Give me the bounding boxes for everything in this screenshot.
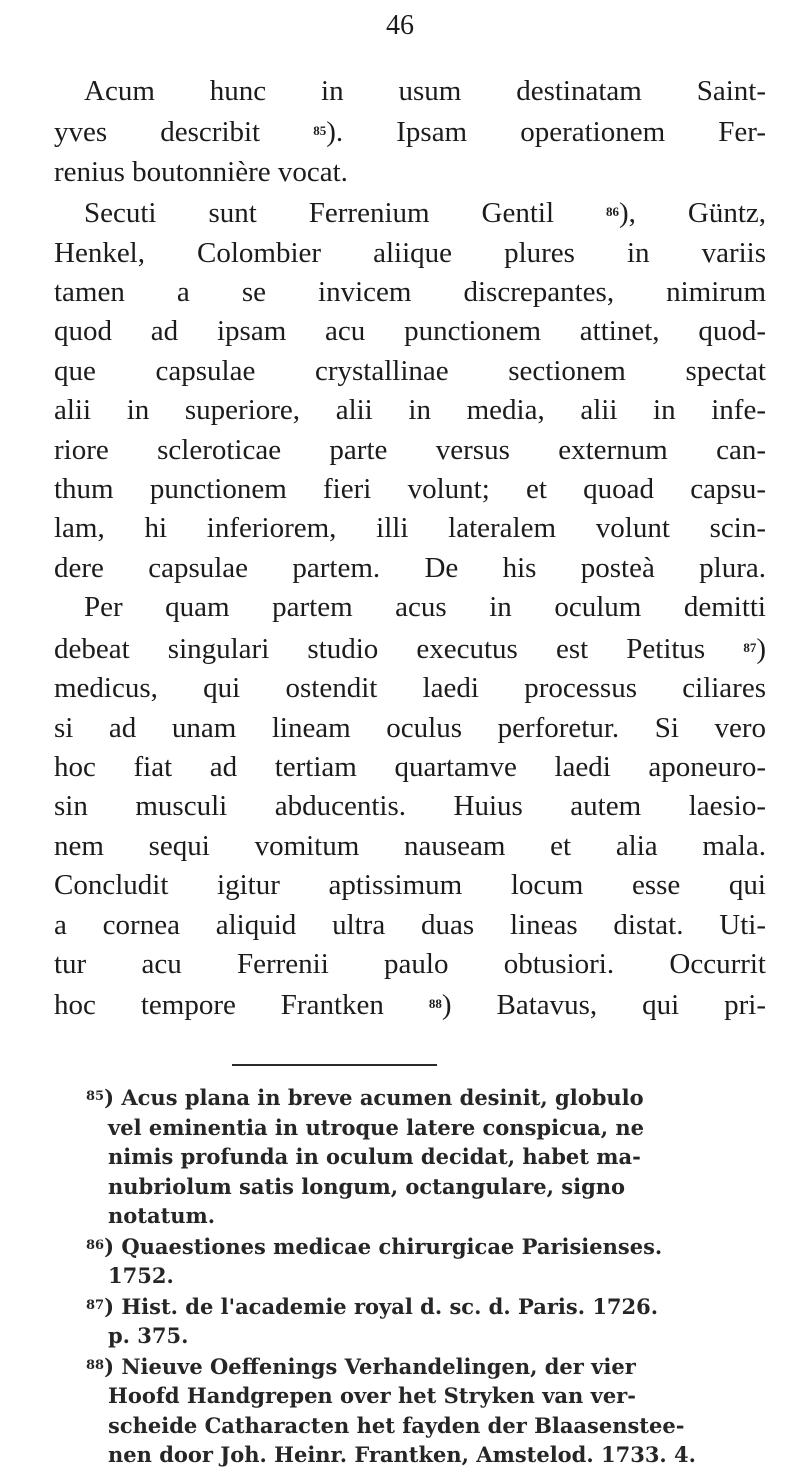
text-segment: ), Güntz, — [619, 197, 766, 230]
text-segment: ) — [756, 632, 766, 665]
text-line: tur acu Ferrenii paulo obtusiori. Occurrit — [54, 947, 766, 980]
text-line: thum punctionem fieri volunt; et quoad capsu- — [54, 473, 766, 506]
footnote-line: nubriolum satis longum, octangulare, signo — [108, 1173, 626, 1199]
footnotes — [86, 1082, 762, 1470]
text-line: riore scleroticae parte versus externum can- — [54, 433, 766, 466]
text-segment: hoc tempore Frantken — [54, 989, 429, 1022]
footnote-line — [86, 1082, 762, 1113]
footnote-ref: 85 — [313, 123, 327, 139]
text-line — [54, 984, 766, 1025]
footnote-87 — [86, 1291, 762, 1351]
footnote-separator — [232, 1064, 437, 1066]
text-line: Acum hunc in usum destinatam Saint- — [84, 75, 766, 107]
text-line — [54, 111, 766, 152]
footnote-line — [86, 1291, 762, 1322]
text-line: Per quam partem acus in oculum demitti — [84, 591, 766, 624]
text-segment: ) Batavus, qui pri- — [441, 989, 766, 1022]
footnote-text: ) Nieuve Oeffenings Verhandelingen, der vier — [104, 1353, 636, 1379]
footnote-ref: 87 — [743, 639, 757, 655]
footnote-line: nen door Joh. Heinr. Frantken, Amstelod. 1733. 4. — [108, 1442, 696, 1467]
footnote-ref: 86 — [606, 204, 619, 220]
text-line: medicus, qui ostendit laedi processus ciliares — [54, 672, 766, 705]
text-line: lam, hi inferiorem, illi lateralem volunt scin- — [54, 512, 766, 545]
footnote-text: ) Hist. de l'academie royal d. sc. d. Paris. 1726. — [104, 1293, 659, 1319]
footnote-line: 1752. — [108, 1263, 174, 1288]
footnote-text: ) Quaestiones medicae chirurgicae Parisienses. — [104, 1233, 663, 1259]
text-line: nem sequi vomitum nauseam et alia mala. — [54, 829, 766, 862]
footnote-line: p. 375. — [108, 1323, 189, 1348]
footnote-line — [86, 1351, 762, 1382]
text-line: a cornea aliquid ultra duas lineas distat. Uti- — [54, 908, 766, 941]
footnote-line: vel eminentia in utroque latere conspicua, ne — [108, 1114, 644, 1140]
text-line — [54, 192, 766, 233]
footnote-number: 85 — [86, 1089, 105, 1104]
text-line: dere capsulae partem. De his posteà plura. — [54, 551, 766, 584]
footnote-line: notatum. — [108, 1203, 216, 1228]
footnote-85 — [86, 1082, 762, 1231]
footnote-86 — [86, 1231, 762, 1291]
text-line: Henkel, Colombier aliique plures in variis — [54, 236, 766, 269]
text-line: alii in superiore, alii in media, alii in infe- — [54, 394, 766, 427]
footnote-88 — [86, 1351, 762, 1470]
text-segment: yves describit — [54, 116, 314, 149]
footnote-number: 88 — [86, 1357, 105, 1373]
text-segment: ). Ipsam operationem Fer- — [326, 116, 766, 149]
text-segment: Secuti sunt Ferrenium Gentil — [84, 197, 606, 230]
main-text — [54, 72, 766, 1026]
text-segment: debeat singulari studio executus est Petitus — [54, 632, 744, 665]
footnote-number: 86 — [86, 1237, 105, 1253]
footnote-line: Hoofd Handgrepen over het Stryken van ver- — [108, 1383, 636, 1408]
text-line: quod ad ipsam acu punctionem attinet, quod- — [54, 315, 766, 348]
text-line: tamen a se invicem discrepantes, nimirum — [54, 276, 766, 309]
footnote-line — [86, 1231, 762, 1262]
page-number: 46 — [386, 10, 414, 41]
text-line: Concludit igitur aptissimum locum esse qui — [54, 869, 766, 902]
text-line: sin musculi abducentis. Huius autem laesio- — [54, 790, 766, 823]
footnote-line: nimis profunda in oculum decidat, habet ma- — [108, 1144, 641, 1169]
footnote-line: scheide Catharacten het fayden der Blaasenstee- — [108, 1412, 685, 1438]
footnote-number: 87 — [86, 1297, 105, 1313]
text-line: que capsulae crystallinae sectionem spectat — [54, 354, 766, 387]
text-line: si ad unam lineam oculus perforetur. Si vero — [54, 711, 766, 744]
text-line: hoc fiat ad tertiam quartamve laedi aponeuro- — [54, 750, 766, 783]
footnote-text: ) Acus plana in breve acumen desinit, globulo — [104, 1085, 644, 1110]
text-line — [54, 628, 766, 669]
footnote-ref: 88 — [428, 996, 442, 1012]
text-line: renius boutonnière vocat. — [54, 155, 348, 188]
